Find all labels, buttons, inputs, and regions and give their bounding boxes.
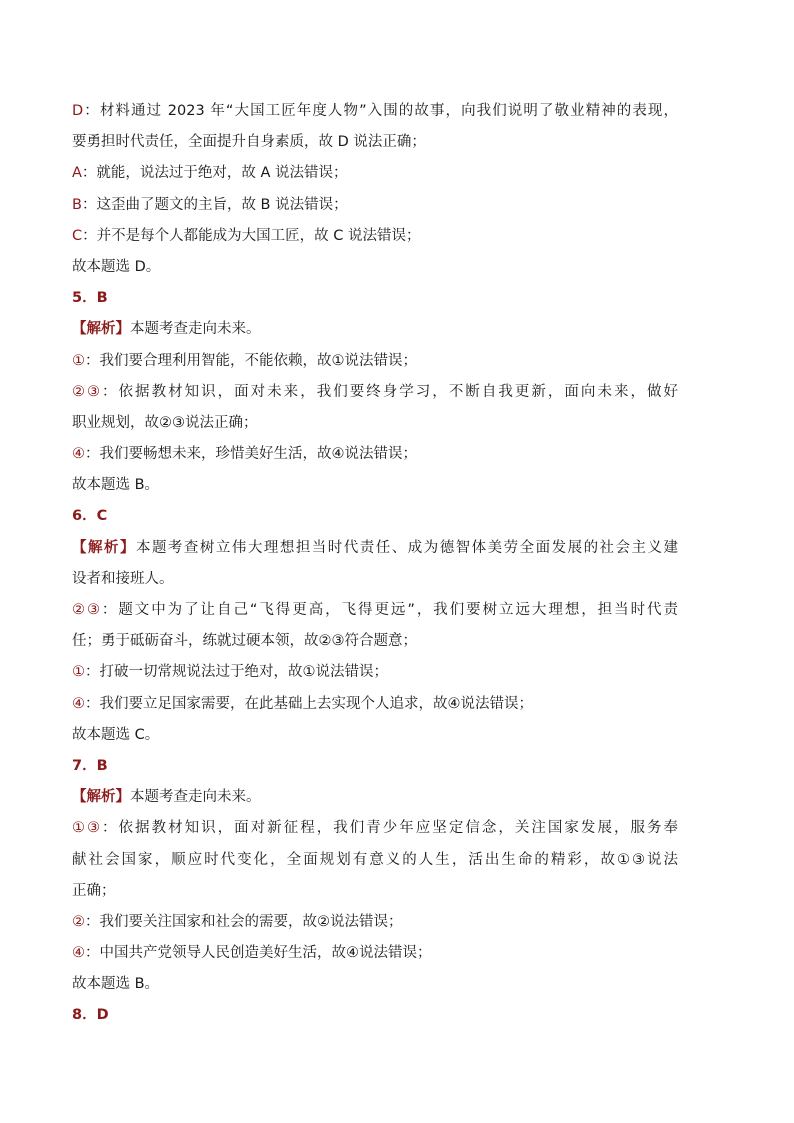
line-text: 故本题选 C。 [72,726,160,743]
text-line [72,657,678,688]
text-line [72,564,678,595]
line-text: ：材料通过 2023 年“大国工匠年度人物”入围的故事，向我们说明了敬业精神的表现， [83,103,678,119]
question-number: 6．C [72,508,108,525]
option-label: ②③ [72,602,102,618]
line-text: ：就能，说法过于绝对，故 A 说法错误； [81,165,348,182]
text-line [72,876,678,907]
text-line [72,127,678,158]
option-label: B [72,196,82,213]
text-line [72,96,678,127]
line-text: ：打破一切常规说法过于绝对，故①说法错误； [85,664,388,681]
line-text: ：中国共产党领导人民创造美好生活，故④说法错误； [85,945,432,962]
line-text: 本题考查走向未来。 [130,321,261,338]
text-line [72,782,678,813]
line-text: 正确； [72,882,116,899]
option-label: ② [72,913,85,930]
text-line [72,470,678,501]
line-text: 献社会国家，顺应时代变化，全面规划有意义的人生，活出生命的精彩，故①③说法 [72,851,678,868]
line-text: 故本题选 B。 [72,976,160,993]
line-text: ：依据教材知识，面对未来，我们要终身学习，不断自我更新，面向未来，做好 [102,383,678,400]
line-text: 本题考查走向未来。 [130,789,261,806]
text-line [72,938,678,969]
line-text: ：我们要立足国家需要，在此基础上去实现个人追求，故④说法错误； [85,695,533,712]
line-text: ：我们要畅想未来，珍惜美好生活，故④说法错误； [85,446,417,463]
text-line [72,533,678,564]
question-number: 8．D [72,1007,109,1024]
line-text: ：我们要关注国家和社会的需要，故②说法错误； [85,913,403,930]
text-line [72,969,678,1000]
line-text: 设者和接班人。 [72,570,174,587]
option-label: A [72,165,82,182]
line-text: ：并不是每个人都能成为大国工匠，故 C 说法错误； [82,227,421,244]
line-text: 任；勇于砥砺奋斗，练就过硬本领，故②③符合题意； [72,633,417,650]
text-line [72,377,678,408]
text-line [72,720,678,751]
text-line [72,813,678,844]
text-line [72,845,678,876]
option-label: ②③ [72,383,103,400]
line-text: 要勇担时代责任，全面提升自身素质，故 D 说法正确； [72,134,426,151]
option-label: ① [72,664,85,681]
text-line [72,221,678,252]
analysis-tag: 【解析】 [72,789,130,806]
question-number-line [72,751,678,782]
text-line [72,190,678,221]
text-line [72,689,678,720]
question-number: 5．B [72,290,108,307]
question-number-line [72,501,678,532]
analysis-tag: 【解析】 [72,539,136,556]
line-text: ：这歪曲了题文的主旨，故 B 说法错误； [81,196,348,213]
option-label: ④ [72,695,85,712]
question-number-line [72,283,678,314]
line-text: ：依据教材知识，面对新征程，我们青少年应坚定信念，关注国家发展，服务奉 [102,820,678,837]
line-text: 故本题选 B。 [72,477,160,494]
option-label: ④ [72,945,85,962]
question-number: 7．B [72,757,108,774]
option-label: D [72,103,84,119]
text-line [72,346,678,377]
option-label: C [72,227,83,244]
line-text: 故本题选 D。 [72,258,161,275]
line-text: ：我们要合理利用智能，不能依赖，故①说法错误； [85,352,417,369]
line-text: ：题文中为了让自己“飞得更高，飞得更远”，我们要树立远大理想，担当时代责 [101,602,678,618]
line-text: 职业规划，故②③说法正确； [72,414,258,431]
text-line [72,252,678,283]
text-line [72,907,678,938]
text-line [72,408,678,439]
text-line [72,439,678,470]
answer-explanations [72,96,678,1032]
option-label: ① [72,352,85,369]
line-text: 本题考查树立伟大理想担当时代责任、成为德智体美劳全面发展的社会主义建 [135,539,678,556]
text-line [72,158,678,189]
option-label: ①③ [72,820,103,837]
text-line [72,595,678,626]
text-line [72,626,678,657]
text-line [72,314,678,345]
analysis-tag: 【解析】 [72,321,130,338]
question-number-line [72,1000,678,1031]
option-label: ④ [72,446,85,463]
